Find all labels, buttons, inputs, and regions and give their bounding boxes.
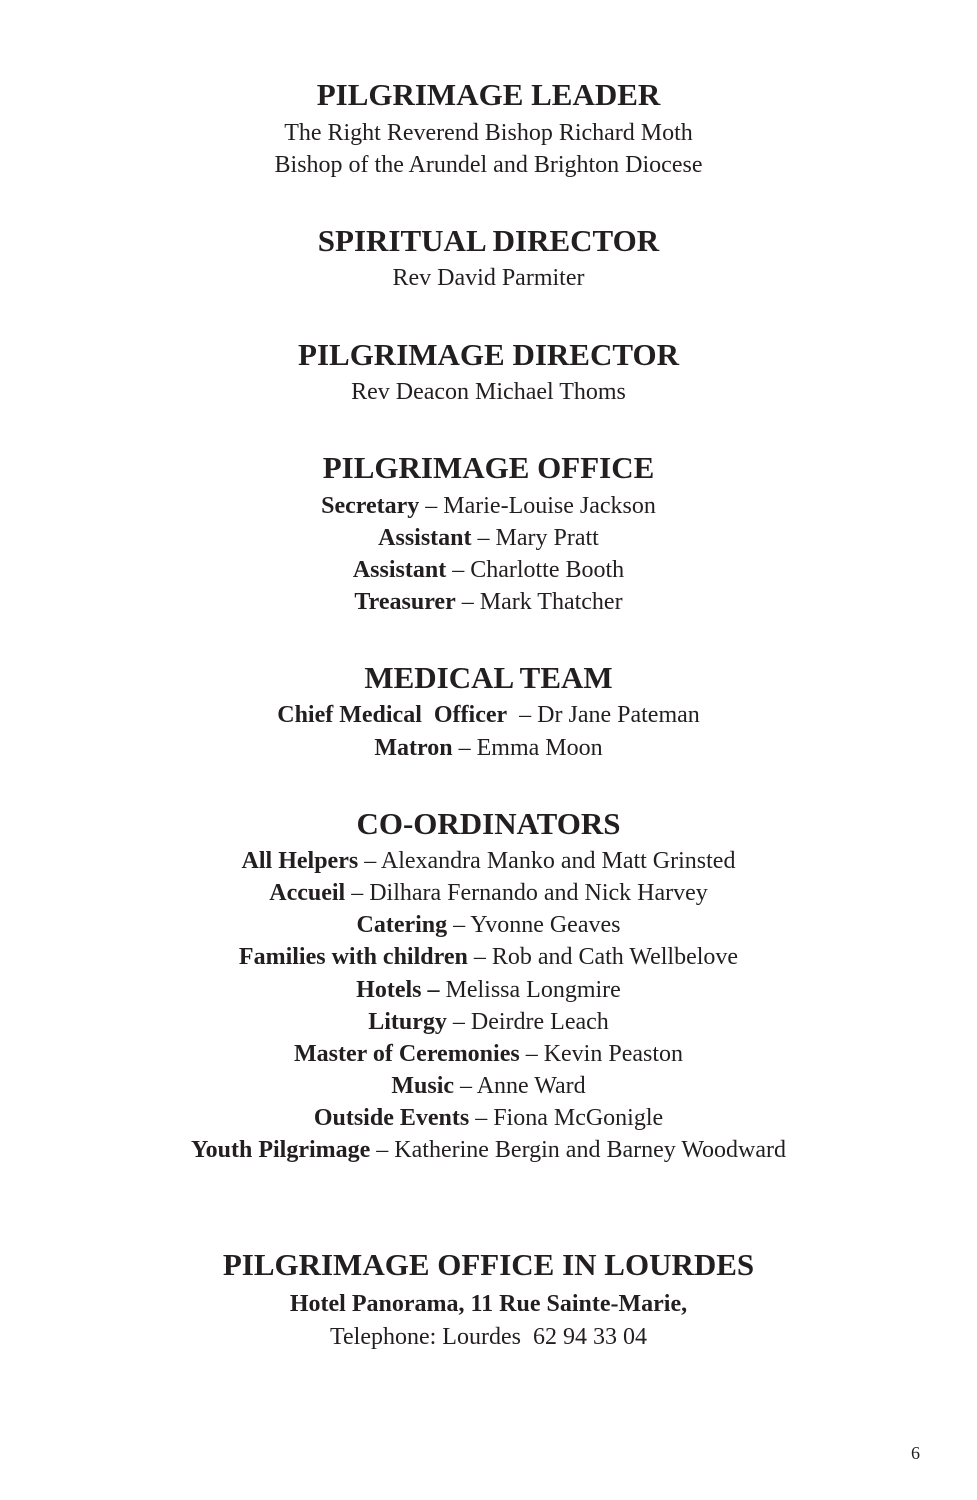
office-entry xyxy=(0,522,977,554)
coordinator-entry xyxy=(0,845,977,877)
role-holder: – Mary Pratt xyxy=(471,525,599,551)
role-label: Assistant xyxy=(378,525,472,551)
coordinator-entry xyxy=(0,1102,977,1134)
role-holder: – Emma Moon xyxy=(452,735,603,761)
coordinator-entry xyxy=(0,909,977,941)
role-label: Master of Ceremonies xyxy=(293,1041,520,1067)
coordinator-entry xyxy=(0,1006,977,1038)
medical-entry xyxy=(0,732,977,764)
office-entry xyxy=(0,586,977,618)
section-heading-spiritual-director: SPIRITUAL DIRECTOR xyxy=(317,223,660,258)
role-holder: – Rob and Cath Wellbelove xyxy=(467,944,739,970)
role-holder: – Dr Jane Pateman xyxy=(507,702,700,728)
role-holder: – Anne Ward xyxy=(454,1073,586,1099)
leader-name: The Right Reverend Bishop Richard Moth xyxy=(284,120,693,146)
role-label: Youth Pilgrimage xyxy=(190,1137,371,1163)
section-heading-office-in-lourdes: PILGRIMAGE OFFICE IN LOURDES xyxy=(222,1247,755,1282)
role-holder: – Fiona McGonigle xyxy=(469,1105,664,1131)
section-heading-pilgrimage-director: PILGRIMAGE DIRECTOR xyxy=(298,337,679,372)
role-label: Hotels – xyxy=(356,977,440,1003)
role-holder: Melissa Longmire xyxy=(439,977,621,1003)
section-heading-pilgrimage-office: PILGRIMAGE OFFICE xyxy=(322,450,655,485)
role-label: Matron xyxy=(374,735,453,761)
role-holder: – Charlotte Booth xyxy=(446,557,625,583)
role-holder: – Kevin Peaston xyxy=(519,1041,683,1067)
role-label: Accueil xyxy=(269,880,346,906)
role-label: Treasurer xyxy=(354,589,456,615)
role-label: Secretary xyxy=(321,493,420,519)
role-label: All Helpers xyxy=(241,848,359,874)
role-label: Catering xyxy=(356,912,448,938)
spiritual-director-name: Rev David Parmiter xyxy=(392,265,585,291)
section-heading-pilgrimage-leader: PILGRIMAGE LEADER xyxy=(316,77,661,112)
coordinator-entry xyxy=(0,1134,977,1166)
section-heading-coordinators: CO-ORDINATORS xyxy=(356,806,621,841)
role-label: Outside Events xyxy=(313,1105,470,1131)
role-holder: – Alexandra Manko and Matt Grinsted xyxy=(358,848,736,874)
section-heading-medical-team: MEDICAL TEAM xyxy=(364,660,613,695)
medical-entry xyxy=(0,699,977,731)
role-holder: – Yvonne Geaves xyxy=(447,912,621,938)
role-holder: – Katherine Bergin and Barney Woodward xyxy=(370,1137,787,1163)
role-holder: – Mark Thatcher xyxy=(455,589,623,615)
coordinator-entry xyxy=(0,941,977,973)
role-label: Assistant xyxy=(352,557,447,583)
role-label: Liturgy xyxy=(368,1009,447,1035)
coordinator-entry xyxy=(0,1070,977,1102)
role-label: Families with children xyxy=(238,944,468,970)
role-holder: – Deirdre Leach xyxy=(446,1009,609,1035)
office-entry xyxy=(0,554,977,586)
coordinator-entry xyxy=(0,1038,977,1070)
role-holder: – Marie-Louise Jackson xyxy=(419,493,656,519)
office-address: Hotel Panorama, 11 Rue Sainte-Marie, xyxy=(289,1291,688,1317)
role-label: Music xyxy=(391,1073,455,1099)
role-label: Chief Medical Officer xyxy=(277,702,508,728)
leader-title: Bishop of the Arundel and Brighton Diocese xyxy=(274,152,703,178)
coordinator-entry xyxy=(0,877,977,909)
office-telephone: Telephone: Lourdes 62 94 33 04 xyxy=(330,1324,647,1350)
pilgrimage-director-name: Rev Deacon Michael Thoms xyxy=(351,379,626,405)
coordinator-entry xyxy=(0,974,977,1006)
page-number: 6 xyxy=(911,1443,920,1463)
office-entry xyxy=(0,490,977,522)
role-holder: – Dilhara Fernando and Nick Harvey xyxy=(345,880,708,906)
